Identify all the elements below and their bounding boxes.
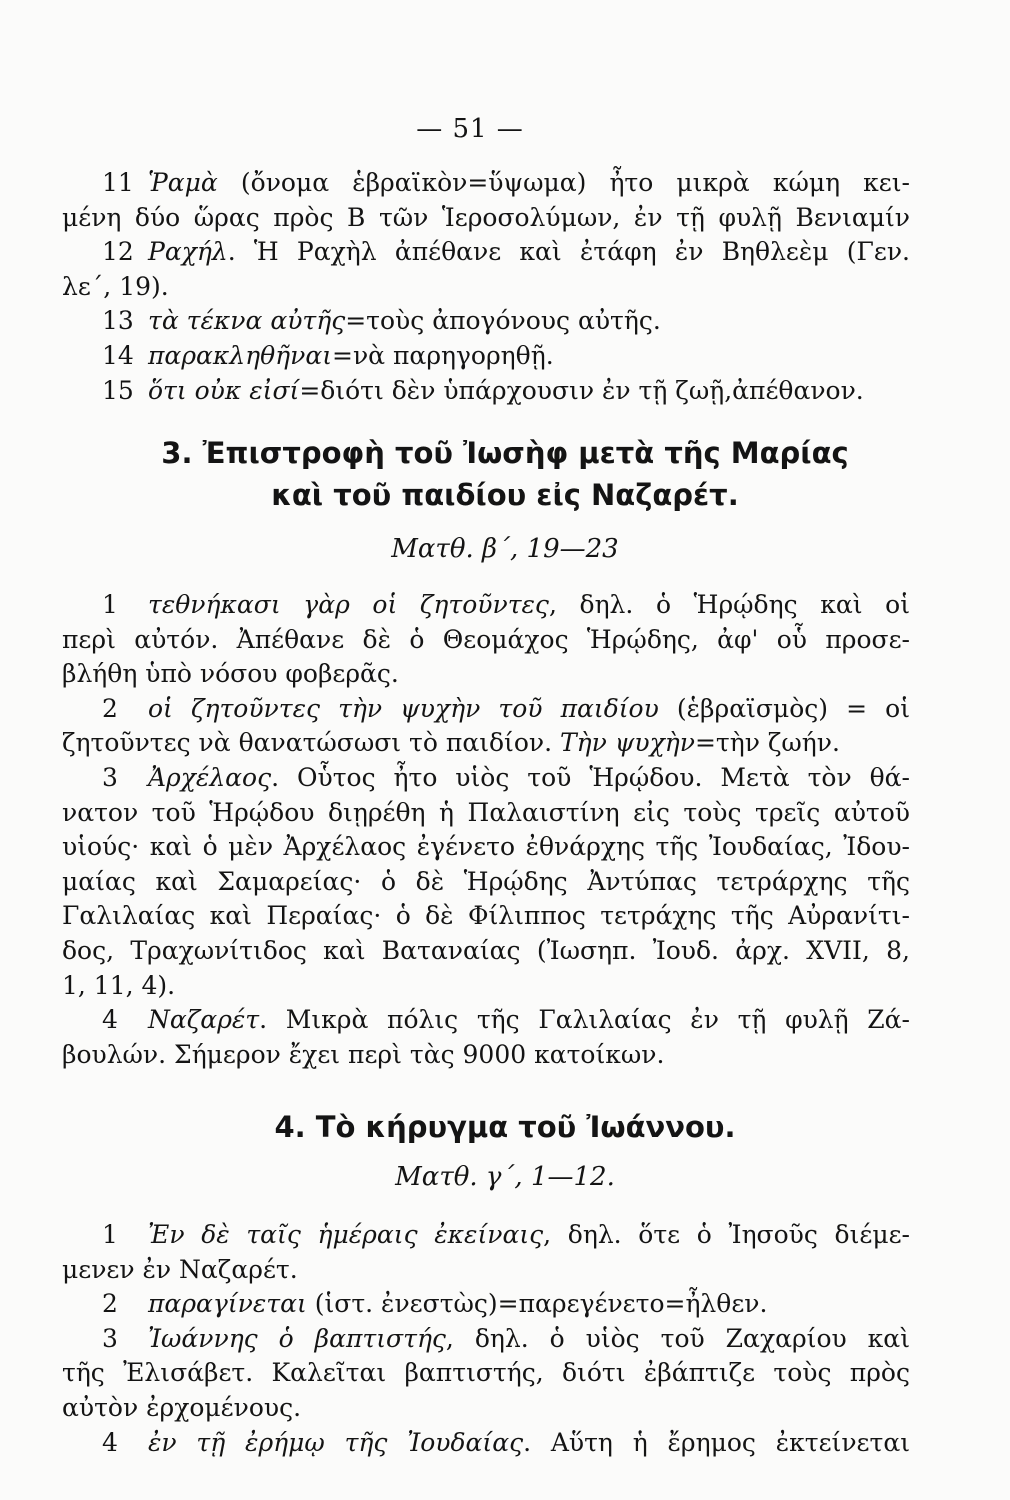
note-line: 1, 11, 4).: [62, 970, 176, 1000]
section-4-reference: Ματθ. γ΄, 1—12.: [395, 1162, 615, 1192]
note-line: 15 ὅτι οὐκ εἰσί=διότι δὲν ὑπάρχουσιν ἐν τῇ ζωῇ,ἀπέθανον.: [102, 375, 864, 405]
note-line: υἱούς· καὶ ὁ μὲν Ἀρχέλαος ἐγένετο ἐθνάρχης τῆς Ἰουδαίας, Ἰδου-: [62, 832, 910, 862]
note-line: 4 Ναζαρέτ. Μικρὰ πόλις τῆς Γαλιλαίας ἐν τῇ φυλῇ Ζά-: [102, 1005, 910, 1035]
section-3-title-line-1: 3. Ἐπιστροφὴ τοῦ Ἰωσὴφ μετὰ τῆς Μαρίας: [161, 436, 849, 470]
section-4-heading: 4. Τὸ κήρυγμα τοῦ Ἰωάννου.: [274, 1110, 736, 1144]
note-line: 13 τὰ τέκνα αὐτῆς=τοὺς ἀπογόνους αὐτῆς.: [102, 306, 661, 336]
note-line: δος, Τραχωνίτιδος καὶ Βαταναίας (Ἰωσηπ. Ἰουδ. ἀρχ. XVII, 8,: [62, 935, 910, 965]
note-line: 4 ἐν τῇ ἐρήμῳ τῆς Ἰουδαίας. Αὕτη ἡ ἔρημος ἐκτείνεται: [102, 1427, 910, 1457]
section-3-reference: Ματθ. β΄, 19—23: [391, 534, 619, 564]
note-line: βλήθη ὑπὸ νόσου φοβερᾶς.: [62, 659, 399, 689]
note-line: 14 παρακληθῆναι=νὰ παρηγορηθῇ.: [102, 340, 554, 370]
note-line: 3 Ἰωάννης ὁ βαπτιστής, δηλ. ὁ υἱὸς τοῦ Ζαχαρίου καὶ: [102, 1323, 910, 1353]
note-line: 2 οἱ ζητοῦντες τὴν ψυχὴν τοῦ παιδίου (ἑβραϊσμὸς) = οἱ: [102, 693, 910, 723]
note-line: 2 παραγίνεται (ἱστ. ἐνεστὼς)=παρεγένετο=ἦλθεν.: [102, 1289, 768, 1319]
notes-top: [62, 166, 910, 408]
note-line: μαίας καὶ Σαμαρείας· ὁ δὲ Ἡρῴδης Ἀντύπας τετράρχης τῆς: [62, 866, 910, 896]
notes-mid: [62, 588, 910, 1072]
note-line: περὶ αὐτόν. Ἀπέθανε δὲ ὁ Θεομάχος Ἡρῴδης, ἀφ' οὗ προσε-: [62, 624, 910, 654]
note-line: 11 Ῥαμὰ (ὄνομα ἑβραϊκὸν=ὕψωμα) ἦτο μικρὰ κώμη κει-: [102, 168, 910, 197]
note-line: ζητοῦντες νὰ θανατώσωσι τὸ παιδίον. Τὴν ψυχὴν=τὴν ζωήν.: [62, 728, 840, 758]
section-3-title-line-2: καὶ τοῦ παιδίου εἰς Ναζαρέτ.: [271, 478, 739, 512]
note-line: 12 Ραχήλ. Ἡ Ραχὴλ ἀπέθανε καὶ ἐτάφη ἐν Βηθλεὲμ (Γεν.: [102, 237, 910, 267]
notes-bottom: [62, 1218, 910, 1460]
note-line: 3 Ἀρχέλαος. Οὗτος ἦτο υἱὸς τοῦ Ἡρῴδου. Μετὰ τὸν θά-: [102, 762, 910, 792]
note-line: αὐτὸν ἐρχομένους.: [62, 1392, 302, 1422]
note-line: μένη δύο ὥρας πρὸς Β τῶν Ἱεροσολύμων, ἐν τῇ φυλῇ Βενιαμίν: [62, 202, 910, 232]
note-line: Γαλιλαίας καὶ Περαίας· ὁ δὲ Φίλιππος τετράχης τῆς Αὐρανίτι-: [62, 901, 910, 931]
note-line: νατον τοῦ Ἡρῴδου διῃρέθη ἡ Παλαιστίνη εἰς τοὺς τρεῖς αὐτοῦ: [62, 797, 910, 827]
section-3-heading: [0, 432, 1010, 516]
note-line: τῆς Ἐλισάβετ. Καλεῖται βαπτιστής, διότι ἐβάπτιζε τοὺς πρὸς: [62, 1358, 910, 1388]
note-line: μενεν ἐν Ναζαρέτ.: [62, 1254, 298, 1284]
page-number: — 51 —: [416, 114, 524, 144]
note-line: λε΄, 19).: [62, 271, 169, 301]
note-line: βουλών. Σήμερον ἔχει περὶ τὰς 9000 κατοίκων.: [62, 1039, 665, 1069]
note-line: 1 Ἐν δὲ ταῖς ἡμέραις ἐκείναις, δηλ. ὅτε ὁ Ἰησοῦς διέμε-: [102, 1220, 910, 1249]
note-line: 1 τεθνήκασι γὰρ οἱ ζητοῦντες, δηλ. ὁ Ἡρῴδης καὶ οἱ: [102, 590, 910, 619]
